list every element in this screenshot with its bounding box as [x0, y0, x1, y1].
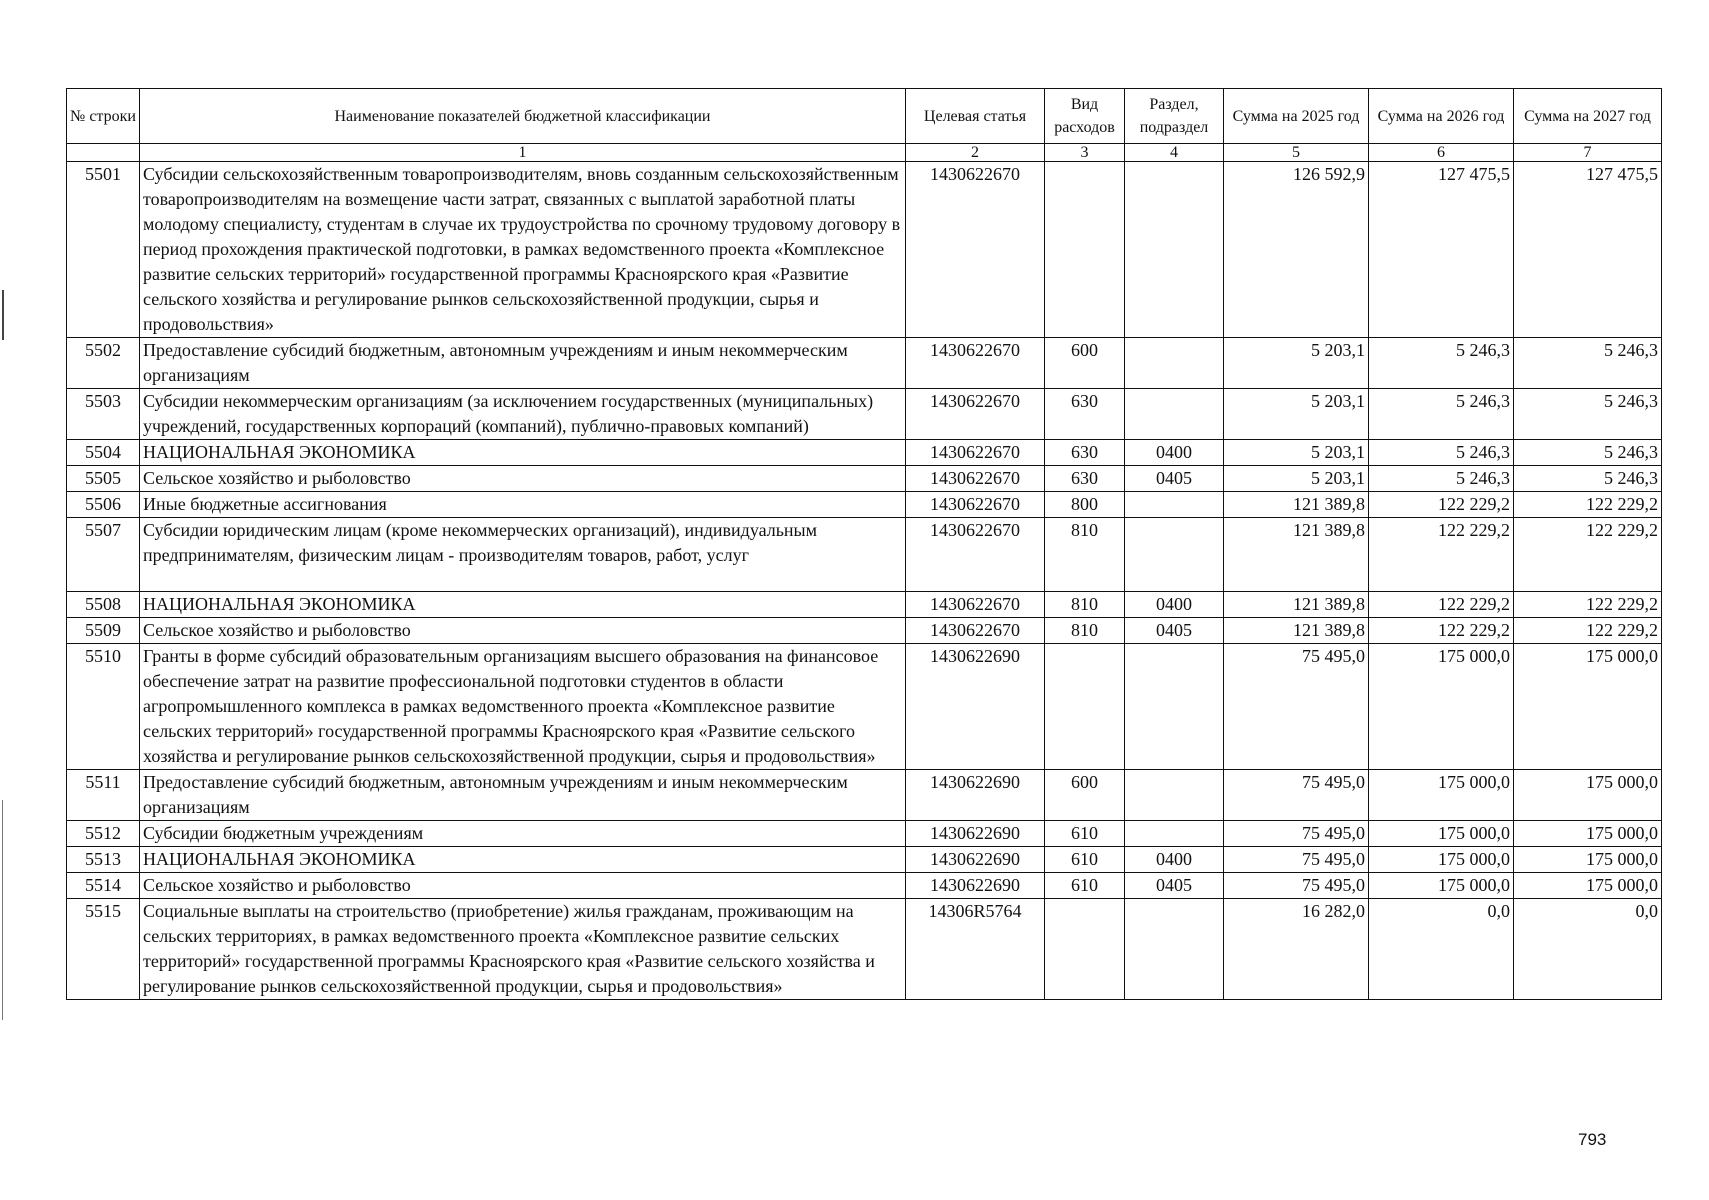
- column-index: 3: [1045, 144, 1125, 162]
- table-row: [67, 162, 1662, 338]
- expense-type-cell: 600: [1045, 770, 1125, 821]
- sum-2027-cell: 5 246,3: [1514, 466, 1662, 492]
- expense-type-cell: 810: [1045, 592, 1125, 618]
- expense-type-cell: 610: [1045, 821, 1125, 847]
- section-cell: 0405: [1125, 466, 1224, 492]
- sum-2026-cell: 5 246,3: [1369, 389, 1514, 440]
- header-section: Раздел, подраздел: [1125, 89, 1224, 144]
- section-cell: [1125, 518, 1224, 592]
- sum-2026-cell: 175 000,0: [1369, 644, 1514, 770]
- expense-type-cell: 630: [1045, 466, 1125, 492]
- table-row: [67, 873, 1662, 899]
- sum-2027-cell: 122 229,2: [1514, 518, 1662, 592]
- sum-2025-cell: 121 389,8: [1224, 492, 1369, 518]
- target-article-cell: 1430622670: [906, 592, 1045, 618]
- expense-type-cell: 630: [1045, 389, 1125, 440]
- sum-2025-cell: 75 495,0: [1224, 847, 1369, 873]
- sum-2025-cell: 16 282,0: [1224, 899, 1369, 1000]
- sum-2027-cell: 175 000,0: [1514, 644, 1662, 770]
- row-number-cell: 5504: [67, 440, 140, 466]
- table-row: [67, 518, 1662, 592]
- scan-margin-mark: [2, 290, 4, 340]
- sum-2025-cell: 75 495,0: [1224, 821, 1369, 847]
- sum-2027-cell: 175 000,0: [1514, 847, 1662, 873]
- section-cell: [1125, 492, 1224, 518]
- row-name-cell: Сельское хозяйство и рыболовство: [140, 466, 906, 492]
- sum-2027-cell: 5 246,3: [1514, 389, 1662, 440]
- section-cell: 0400: [1125, 847, 1224, 873]
- target-article-cell: 1430622670: [906, 440, 1045, 466]
- expense-type-cell: 800: [1045, 492, 1125, 518]
- row-name-cell: НАЦИОНАЛЬНАЯ ЭКОНОМИКА: [140, 440, 906, 466]
- row-name-cell: Сельское хозяйство и рыболовство: [140, 873, 906, 899]
- target-article-cell: 1430622670: [906, 466, 1045, 492]
- column-index: 2: [906, 144, 1045, 162]
- header-sum-2025: Сумма на 2025 год: [1224, 89, 1369, 144]
- table-row: [67, 847, 1662, 873]
- sum-2025-cell: 121 389,8: [1224, 618, 1369, 644]
- table-row: [67, 644, 1662, 770]
- sum-2025-cell: 75 495,0: [1224, 644, 1369, 770]
- header-name: Наименование показателей бюджетной классификации: [140, 89, 906, 144]
- row-name-cell: Предоставление субсидий бюджетным, автономным учреждениям и иным некоммерческим организациям: [140, 338, 906, 389]
- table-row: [67, 592, 1662, 618]
- row-number-cell: 5507: [67, 518, 140, 592]
- sum-2027-cell: 127 475,5: [1514, 162, 1662, 338]
- table-row: [67, 389, 1662, 440]
- row-name-cell: Сельское хозяйство и рыболовство: [140, 618, 906, 644]
- header-target-article: Целевая статья: [906, 89, 1045, 144]
- row-name-cell: Субсидии некоммерческим организациям (за исключением государственных (муниципальных) учреждений, государственных корпораций (компаний), публично-правовых компаний): [140, 389, 906, 440]
- column-index-row: [67, 144, 1662, 162]
- table-row: [67, 440, 1662, 466]
- budget-classification-table: [66, 88, 1662, 1000]
- sum-2026-cell: 0,0: [1369, 899, 1514, 1000]
- row-number-cell: 5508: [67, 592, 140, 618]
- sum-2027-cell: 175 000,0: [1514, 873, 1662, 899]
- expense-type-cell: 810: [1045, 518, 1125, 592]
- table-row: [67, 338, 1662, 389]
- sum-2025-cell: 5 203,1: [1224, 389, 1369, 440]
- row-name-cell: Социальные выплаты на строительство (приобретение) жилья гражданам, проживающим на сельских территориях, в рамках ведомственного проекта «Комплексное развитие сельских территорий» государственной программы Красноярского края «Развитие сельского хозяйства и регулирование рынков сельскохозяйственной продукции, сырья и продовольствия»: [140, 899, 906, 1000]
- row-name-cell: Субсидии бюджетным учреждениям: [140, 821, 906, 847]
- target-article-cell: 1430622670: [906, 389, 1045, 440]
- section-cell: 0405: [1125, 618, 1224, 644]
- target-article-cell: 1430622670: [906, 162, 1045, 338]
- page-number: 793: [1578, 1130, 1607, 1149]
- row-number-cell: 5510: [67, 644, 140, 770]
- sum-2027-cell: 122 229,2: [1514, 618, 1662, 644]
- section-cell: [1125, 162, 1224, 338]
- row-number-cell: 5512: [67, 821, 140, 847]
- sum-2026-cell: 122 229,2: [1369, 518, 1514, 592]
- sum-2027-cell: 122 229,2: [1514, 492, 1662, 518]
- sum-2025-cell: 75 495,0: [1224, 770, 1369, 821]
- sum-2027-cell: 175 000,0: [1514, 821, 1662, 847]
- row-name-cell: Иные бюджетные ассигнования: [140, 492, 906, 518]
- expense-type-cell: 810: [1045, 618, 1125, 644]
- section-cell: [1125, 821, 1224, 847]
- row-number-cell: 5509: [67, 618, 140, 644]
- row-number-cell: 5501: [67, 162, 140, 338]
- sum-2026-cell: 175 000,0: [1369, 770, 1514, 821]
- row-number-cell: 5502: [67, 338, 140, 389]
- sum-2027-cell: 122 229,2: [1514, 592, 1662, 618]
- table-row: [67, 770, 1662, 821]
- section-cell: [1125, 644, 1224, 770]
- section-cell: [1125, 389, 1224, 440]
- table-row: [67, 466, 1662, 492]
- sum-2026-cell: 122 229,2: [1369, 618, 1514, 644]
- sum-2025-cell: 121 389,8: [1224, 592, 1369, 618]
- row-number-cell: 5506: [67, 492, 140, 518]
- target-article-cell: 1430622690: [906, 873, 1045, 899]
- table-header-row: [67, 89, 1662, 144]
- row-name-cell: Предоставление субсидий бюджетным, автономным учреждениям и иным некоммерческим организациям: [140, 770, 906, 821]
- column-index: [67, 144, 140, 162]
- column-index: 7: [1514, 144, 1662, 162]
- row-name-cell: НАЦИОНАЛЬНАЯ ЭКОНОМИКА: [140, 847, 906, 873]
- sum-2026-cell: 5 246,3: [1369, 466, 1514, 492]
- sum-2025-cell: 5 203,1: [1224, 466, 1369, 492]
- expense-type-cell: [1045, 162, 1125, 338]
- expense-type-cell: [1045, 899, 1125, 1000]
- sum-2025-cell: 121 389,8: [1224, 518, 1369, 592]
- expense-type-cell: 600: [1045, 338, 1125, 389]
- sum-2026-cell: 5 246,3: [1369, 440, 1514, 466]
- row-name-cell: НАЦИОНАЛЬНАЯ ЭКОНОМИКА: [140, 592, 906, 618]
- target-article-cell: 1430622670: [906, 492, 1045, 518]
- section-cell: [1125, 338, 1224, 389]
- target-article-cell: 1430622690: [906, 821, 1045, 847]
- target-article-cell: 1430622670: [906, 618, 1045, 644]
- expense-type-cell: 610: [1045, 873, 1125, 899]
- row-name-cell: Субсидии сельскохозяйственным товаропроизводителям, вновь созданным сельскохозяйственным товаропроизводителям на возмещение части затрат, связанных с выплатой заработной платы молодому специалисту, студентам в случае их трудоустройства по срочному трудовому договору в период прохождения практической подготовки, в рамках ведомственного проекта «Комплексное развитие сельских территорий» государственной программы Красноярского края «Развитие сельского хозяйства и регулирование рынков сельскохозяйственной продукции, сырья и продовольствия»: [140, 162, 906, 338]
- expense-type-cell: [1045, 644, 1125, 770]
- sum-2027-cell: 175 000,0: [1514, 770, 1662, 821]
- table-row: [67, 899, 1662, 1000]
- sum-2025-cell: 126 592,9: [1224, 162, 1369, 338]
- column-index: 5: [1224, 144, 1369, 162]
- header-row-number: № строки: [67, 89, 140, 144]
- sum-2026-cell: 175 000,0: [1369, 847, 1514, 873]
- table-row: [67, 492, 1662, 518]
- row-number-cell: 5514: [67, 873, 140, 899]
- sum-2026-cell: 122 229,2: [1369, 592, 1514, 618]
- section-cell: 0400: [1125, 440, 1224, 466]
- row-name-cell: Гранты в форме субсидий образовательным организациям высшего образования на финансовое обеспечение затрат на развитие профессиональной подготовки студентов в области агропромышленного комплекса в рамках ведомственного проекта «Комплексное развитие сельских территорий» государственной программы Красноярского края «Развитие сельского хозяйства и регулирование рынков сельскохозяйственной продукции, сырья и продовольствия»: [140, 644, 906, 770]
- row-number-cell: 5515: [67, 899, 140, 1000]
- sum-2026-cell: 5 246,3: [1369, 338, 1514, 389]
- section-cell: 0405: [1125, 873, 1224, 899]
- scan-margin-mark: [2, 800, 3, 1020]
- table-row: [67, 821, 1662, 847]
- target-article-cell: 1430622690: [906, 770, 1045, 821]
- sum-2027-cell: 5 246,3: [1514, 338, 1662, 389]
- header-sum-2026: Сумма на 2026 год: [1369, 89, 1514, 144]
- target-article-cell: 1430622670: [906, 338, 1045, 389]
- row-number-cell: 5503: [67, 389, 140, 440]
- row-number-cell: 5513: [67, 847, 140, 873]
- column-index: 6: [1369, 144, 1514, 162]
- column-index: 4: [1125, 144, 1224, 162]
- sum-2027-cell: 0,0: [1514, 899, 1662, 1000]
- row-name-cell: Субсидии юридическим лицам (кроме некоммерческих организаций), индивидуальным предпринимателям, физическим лицам - производителям товаров, работ, услуг: [140, 518, 906, 592]
- sum-2027-cell: 5 246,3: [1514, 440, 1662, 466]
- sum-2025-cell: 75 495,0: [1224, 873, 1369, 899]
- target-article-cell: 1430622690: [906, 644, 1045, 770]
- sum-2026-cell: 127 475,5: [1369, 162, 1514, 338]
- target-article-cell: 1430622690: [906, 847, 1045, 873]
- row-number-cell: 5505: [67, 466, 140, 492]
- target-article-cell: 14306R5764: [906, 899, 1045, 1000]
- target-article-cell: 1430622670: [906, 518, 1045, 592]
- expense-type-cell: 610: [1045, 847, 1125, 873]
- sum-2025-cell: 5 203,1: [1224, 440, 1369, 466]
- section-cell: [1125, 770, 1224, 821]
- table-row: [67, 618, 1662, 644]
- header-sum-2027: Сумма на 2027 год: [1514, 89, 1662, 144]
- sum-2026-cell: 175 000,0: [1369, 821, 1514, 847]
- sum-2026-cell: 175 000,0: [1369, 873, 1514, 899]
- sum-2026-cell: 122 229,2: [1369, 492, 1514, 518]
- section-cell: 0400: [1125, 592, 1224, 618]
- section-cell: [1125, 899, 1224, 1000]
- header-expense-type: Вид расходов: [1045, 89, 1125, 144]
- sum-2025-cell: 5 203,1: [1224, 338, 1369, 389]
- column-index: 1: [140, 144, 906, 162]
- expense-type-cell: 630: [1045, 440, 1125, 466]
- row-number-cell: 5511: [67, 770, 140, 821]
